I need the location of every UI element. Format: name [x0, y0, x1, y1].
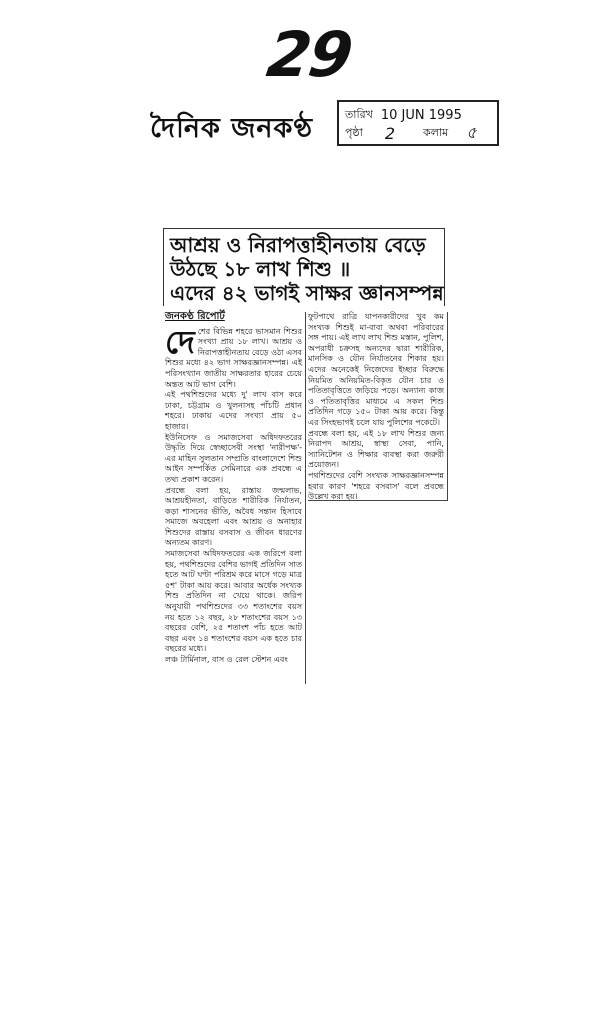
date-label: তারিখ	[345, 107, 373, 121]
article-column-right	[308, 312, 448, 501]
headline-line: এদের ৪২ ভাগই সাক্ষর জ্ঞানসম্পন্ন	[170, 281, 444, 305]
paragraph: ফুটপাথে রাত্রি যাপনকারীদের খুব কম সংখ্যক শিশুই মা-বাবা অথবা পরিবারের সঙ্গ পায়। এই লাখ লাখ শিশু মস্তান, পুলিশ, অপরাধী চক্রসহ অন্যদের দ্বারা শারীরিক, মানসিক ও যৌন নির্যাতনের শিকার হয়। এদের অনেকেই নিজেদের ইচ্ছার বিরুদ্ধে নিয়মিত অনিয়মিত-বিকৃত যৌন চার ও পতিতাবৃত্তিতে জড়িয়ে পড়ে। অন্যান্য কাজ ও পতিতাবৃত্তির মাধ্যমে এ সকল শিশু প্রতিদিন গড়ে ১৫০ টাকা আয় করে। কিন্তু এর সিংহভাগই চলে যায় পুলিশের পকেটে।	[308, 312, 444, 427]
paragraph: পথশিশুদের বেশি সংখ্যক সাক্ষরজ্ঞানসম্পন্ন হবার কারণ 'শহরে বসবাস' বলে প্রবন্ধে উল্লেখ করা হয়।	[308, 470, 444, 502]
date-value: 10 JUN 1995	[380, 107, 462, 123]
paragraph: এই পথশিশুদের মধ্যে দু' লাখ বাস করে ঢাকা, চট্টগ্রাম ও খুলনাসহ পাঁচটি প্রধান শহরে। ঢাকায় এদের সংখ্যা প্রায় ৫০ হাজার।	[165, 390, 302, 431]
article-headline	[163, 228, 445, 306]
column-value: ৫	[466, 122, 477, 142]
paragraph-text: শের বিভিন্ন শহরে ভাসমান শিশুর সংখ্যা প্রায় ১৮ লাখ। আশ্রয় ও নিরাপত্তাহীনতায় বেড়ে ওঠা এসব শিশুর মধ্যে ৪২ ভাগ সাক্ষরজ্ঞানসম্পন্ন। এই পরিসংখ্যান জাতীয় সাক্ষরতার হারের চেয়ে অন্তত আট ভাগ বেশি।	[165, 326, 302, 389]
paragraph: ইউনিসেফ ও সমাজসেবা অধিদফতরের উদ্ধৃতি দিয়ে স্বেচ্ছাসেবী সংস্থা 'নারীপক্ষ'-এর মাহিন সুলতান সম্প্রতি বাংলাদেশে শিশু আইন সম্পর্কিত সেমিনারে এক প্রবন্ধে এ তথ্য প্রকাশ করেন।	[165, 432, 302, 484]
newspaper-masthead: দৈনিক জনকণ্ঠ	[150, 113, 314, 144]
headline-line: আশ্রয় ও নিরাপত্তাহীনতায় বেড়ে	[170, 233, 426, 257]
paragraph: লঞ্চ টার্মিনাল, বাস ও রেল স্টেশন এবং	[165, 655, 288, 664]
handwritten-page-number: 29	[262, 18, 356, 91]
paragraph: প্রবন্ধে বলা হয়, এই ১৮ লাখ শিশুর জন্য নিরাপদ আশ্রয়, স্বাস্থ্য সেবা, পানি, স্যানিটেশন ও শিক্ষার ব্যবস্থা করা জরুরী প্রয়োজন।	[308, 428, 444, 470]
page-value: 2	[384, 123, 396, 143]
headline-line: উঠছে ১৮ লাখ শিশু ॥	[170, 257, 351, 281]
paragraph: প্রবন্ধে বলা হয়, রাস্তায় জন্মলাভ, আশ্রয়হীনতা, বাড়িতে শারীরিক নির্যাতন, কড়া শাসনের ভীতি, অবৈধ সন্তান হিসাবে সমাজে অবহেলা এবং আশ্রয় ও অনাহার শিশুদের রাস্তায় বসবাস ও জীবন ধারণের অন্যতম কারণ।	[165, 485, 302, 548]
paragraph	[165, 322, 302, 391]
article-column-left	[165, 312, 306, 684]
date-stamp	[337, 100, 499, 146]
column-label: কলাম	[423, 125, 449, 139]
byline: জনকণ্ঠ রিপোর্ট	[165, 311, 225, 322]
drop-cap: দে	[165, 322, 195, 361]
page-label: পৃষ্ঠা	[345, 125, 363, 139]
paragraph: সমাজসেবা অধিদফতরের এক জরিপে বলা হয়, পথশিশুদের বেশির ভাগই প্রতিদিন সাত হতে আট ঘণ্টা পরিশ্রম করে মাসে গড়ে মাত্র ৫শ' টাকা আয় করে। আবার অর্ধেক সংখ্যক শিশু প্রতিদিন না খেয়ে থাকে। জরিপ অনুযায়ী পথশিশুদের ৩৩ শতাংশের বয়স নয় হতে ১২ বছর, ২৮ শতাংশের বয়স ১৩ বছরের বেশি, ২৫ শতাংশ পাঁচ হতে আট বছর এবং ১৪ শতাংশের বয়স এক হতে চার বছরের মধ্যে।	[165, 549, 302, 654]
